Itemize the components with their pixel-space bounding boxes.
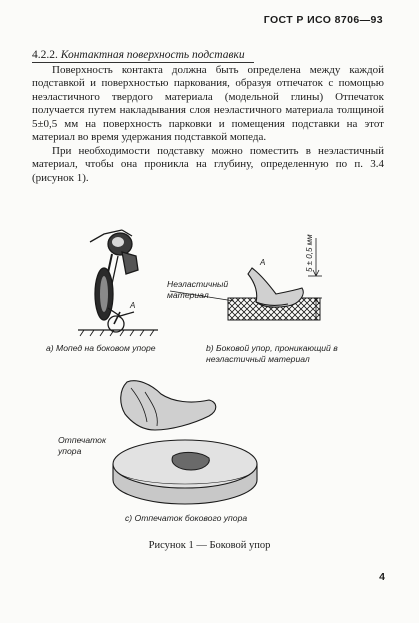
paragraph-penetration: При необходимости подставку можно поместить в неэластичный материал, чтобы она проникла на глубину, определенную по п. 3.4 (рисунок 1). — [32, 145, 384, 184]
moped-illustration — [78, 230, 158, 336]
caption-panel-b: b) Боковой упор, проникающий в неэластичный материал — [206, 343, 338, 364]
section-title: Контактная поверхность подставки — [60, 49, 245, 61]
page-number: 4 — [379, 571, 385, 583]
section-heading — [32, 49, 245, 61]
standard-code: ГОСТ Р ИСО 8706—93 — [263, 14, 383, 26]
imprint-label: Отпечаток упора — [58, 435, 106, 456]
heading-underline — [32, 62, 254, 63]
imprint-recess — [172, 452, 209, 470]
figure-panel-c — [105, 372, 265, 507]
section-number: 4.2.2. — [32, 49, 58, 61]
caption-panel-a: a) Мопед на боковом упоре — [46, 343, 156, 353]
panel-a-marker: A — [130, 301, 136, 310]
panel-b-marker: A — [260, 258, 266, 267]
thickness-dimension-label: 5 ± 0,5 мм — [305, 234, 314, 272]
figure-panel-a — [38, 212, 168, 337]
paragraph-contact-surface: Поверхность контакта должна быть определена между каждой подставкой и поверхностью паркования, образуя отпечаток с помощью неэластичного твердого материала (модельной глины) Отпечаток получается путем накладывания слоя неэластичного материала толщиной 5±0,5 мм на поверхность парковки и помещения подставки на этот материал во время удержания подставкой мопеда. — [32, 64, 384, 144]
figure-title: Рисунок 1 — Боковой упор — [148, 540, 271, 551]
caption-panel-c: c) Отпечаток бокового упора — [125, 513, 248, 523]
side-stand-lifted — [121, 381, 216, 430]
side-stand-foot — [248, 268, 303, 307]
material-label: Неэластичный материал — [167, 279, 229, 300]
clay-disc — [113, 440, 257, 504]
